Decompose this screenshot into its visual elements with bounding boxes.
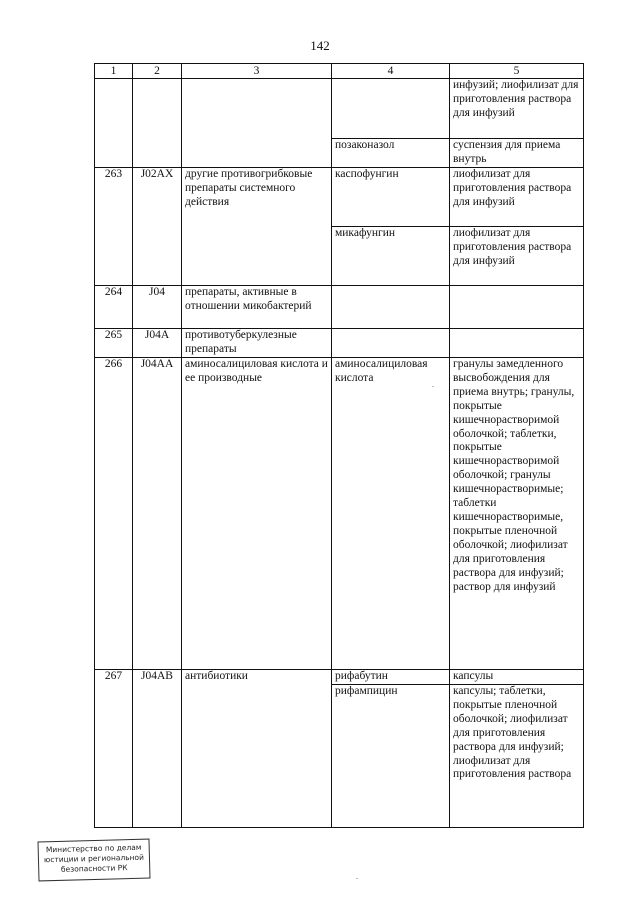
group-cell: другие противогрибковые препараты системного действия — [182, 168, 332, 286]
drug-cell — [332, 286, 450, 329]
atc-code-cell: J04A — [133, 329, 182, 358]
ministry-stamp — [37, 839, 150, 882]
drug-cell: рифампицин — [332, 685, 450, 828]
drug-table — [94, 63, 584, 828]
dosage-form-cell: капсулы; таблетки, покрытые пленочной оболочкой; лиофилизат для приготовления раствора для инфузий; лиофилизат для приготовления раствора — [450, 685, 584, 828]
atc-code-cell: J04AB — [133, 670, 182, 828]
atc-code-cell — [133, 79, 182, 168]
table-header-row — [95, 64, 584, 79]
column-header-1: 1 — [95, 64, 133, 79]
dosage-form-cell — [450, 329, 584, 358]
column-header-4: 4 — [332, 64, 450, 79]
row-number-cell: 264 — [95, 286, 133, 329]
dosage-form-cell: гранулы замедленного высвобождения для приема внутрь; гранулы, покрытые кишечнорастворимой оболочкой; таблетки, покрытые кишечнорастворимой оболочкой; гранулы кишечнорастворимые; таблетки кишечнорастворимые, покрытые пленочной оболочкой; лиофилизат для приготовления раствора для инфузий; раствор для инфузий — [450, 358, 584, 670]
drug-cell: позаконазол — [332, 139, 450, 168]
table-row — [95, 286, 584, 329]
dosage-form-cell — [450, 286, 584, 329]
stamp-line: Министерство по делам — [45, 842, 142, 855]
drug-cell: каспофунгин — [332, 168, 450, 227]
group-cell: аминосалициловая кислота и ее производные — [182, 358, 332, 670]
group-cell: антибиотики — [182, 670, 332, 828]
group-cell: противотуберкулезные препараты — [182, 329, 332, 358]
atc-code-cell: J04 — [133, 286, 182, 329]
stamp-line: безопасности РК — [60, 863, 128, 874]
drug-cell — [332, 79, 450, 139]
drug-cell: микафунгин — [332, 227, 450, 286]
column-header-3: 3 — [182, 64, 332, 79]
row-number-cell: 265 — [95, 329, 133, 358]
drug-cell: аминосалициловая кислота — [332, 358, 450, 670]
scan-speck — [356, 878, 358, 879]
atc-code-cell: J02AX — [133, 168, 182, 286]
drug-cell — [332, 329, 450, 358]
group-cell: препараты, активные в отношении микобактерий — [182, 286, 332, 329]
row-number-cell: 267 — [95, 670, 133, 828]
row-number-cell: 263 — [95, 168, 133, 286]
table-row — [95, 329, 584, 358]
stamp-line: юстиции и региональной — [43, 852, 145, 865]
dosage-form-cell: лиофилизат для приготовления раствора для инфузий — [450, 168, 584, 227]
column-header-2: 2 — [133, 64, 182, 79]
drug-cell: рифабутин — [332, 670, 450, 685]
scan-speck — [432, 386, 434, 387]
group-cell — [182, 79, 332, 168]
column-header-5: 5 — [450, 64, 584, 79]
dosage-form-cell: инфузий; лиофилизат для приготовления раствора для инфузий — [450, 79, 584, 139]
dosage-form-cell: суспензия для приема внутрь — [450, 139, 584, 168]
atc-code-cell: J04AA — [133, 358, 182, 670]
dosage-form-cell: лиофилизат для приготовления раствора для инфузий — [450, 227, 584, 286]
dosage-form-cell: капсулы — [450, 670, 584, 685]
table-row — [95, 79, 584, 139]
table-row — [95, 670, 584, 685]
row-number-cell: 266 — [95, 358, 133, 670]
row-number-cell — [95, 79, 133, 168]
table-row — [95, 358, 584, 670]
page-number: 142 — [310, 38, 330, 53]
table-row — [95, 168, 584, 227]
